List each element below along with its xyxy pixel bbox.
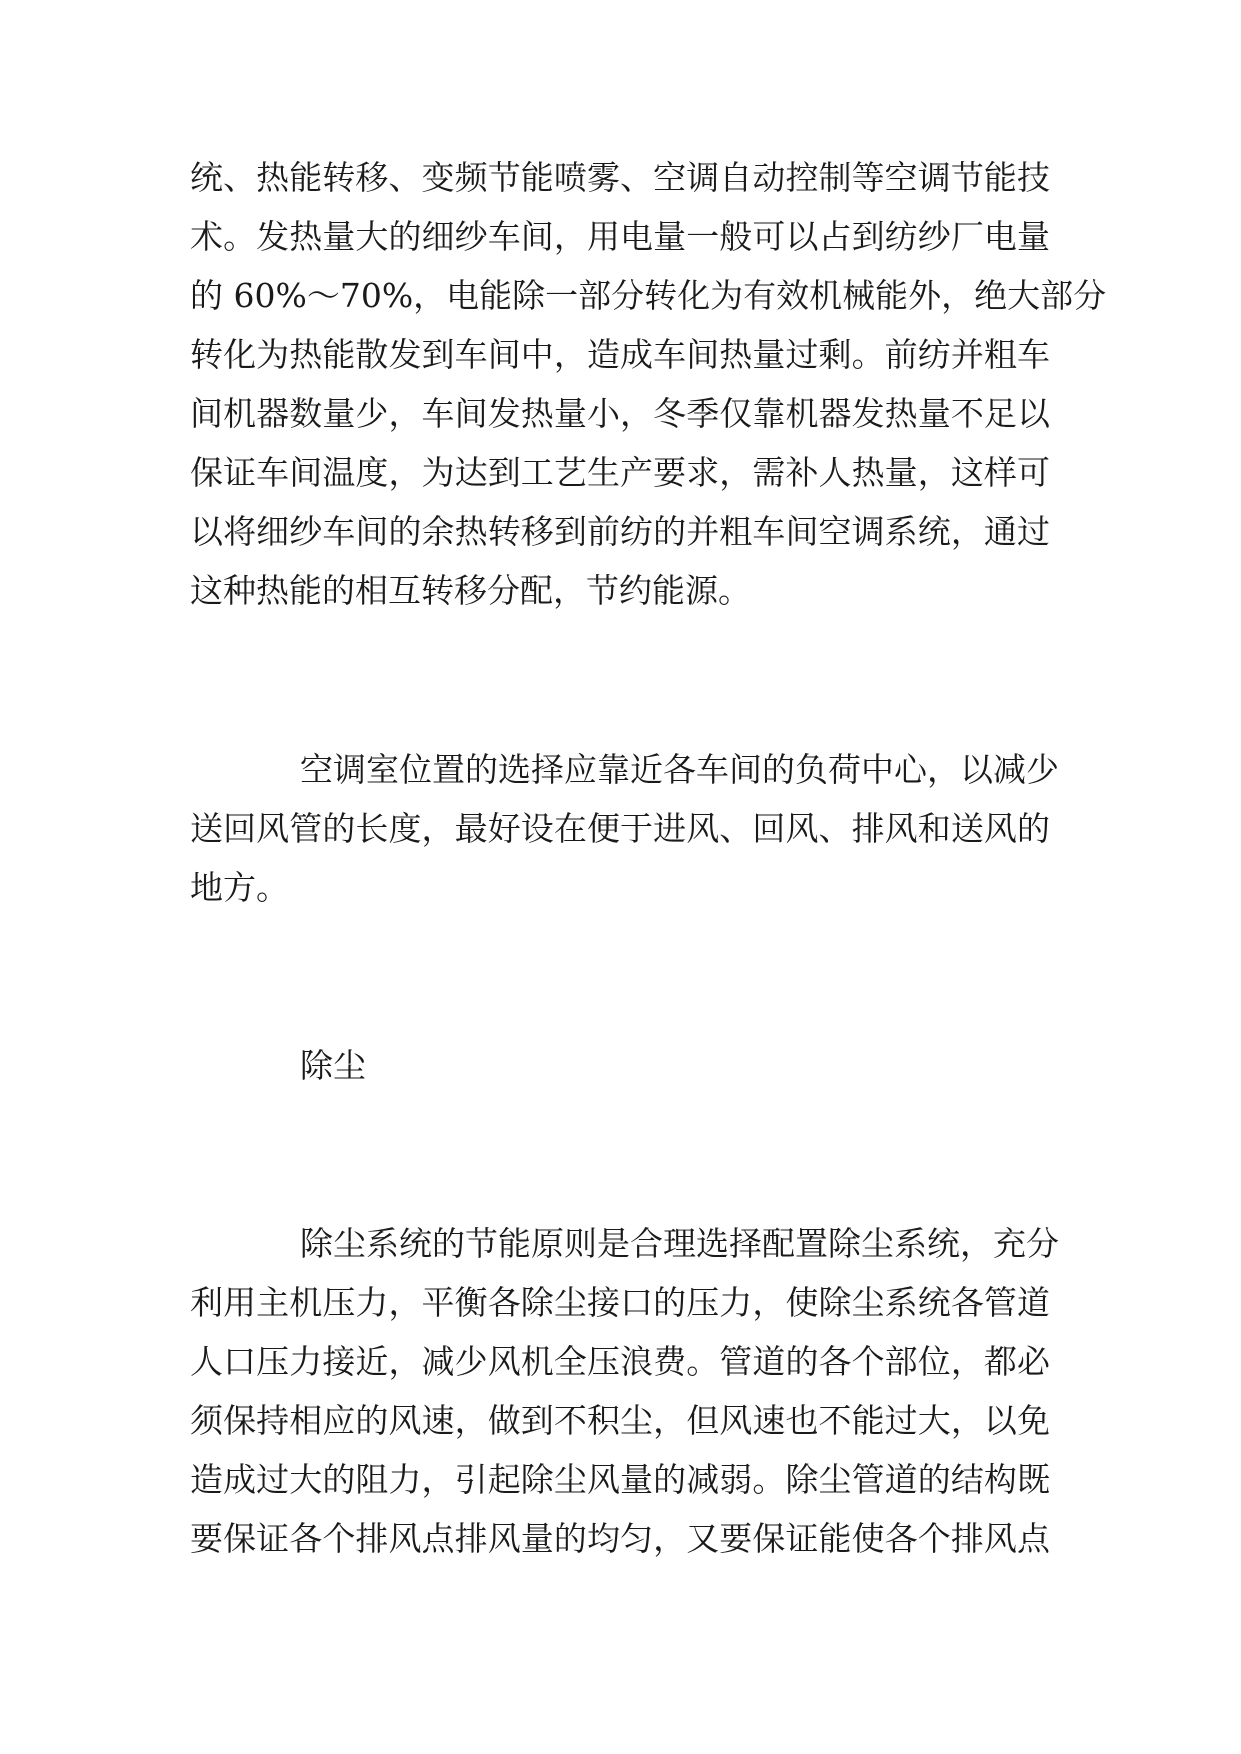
paragraph1-line-2: 术。发热量大的细纱车间，用电量一般可以占到纺纱厂电量 (190, 217, 1050, 256)
paragraph1-line-6: 保证车间温度，为达到工艺生产要求，需补人热量，这样可 (190, 453, 1050, 492)
paragraph3-line-1: 除尘系统的节能原则是合理选择配置除尘系统，充分 (300, 1224, 1059, 1263)
paragraph2-line-2: 送回风管的长度，最好设在便于进风、回风、排风和送风的 (190, 809, 1050, 848)
paragraph1-line-7: 以将细纱车间的余热转移到前纺的并粗车间空调系统，通过 (190, 512, 1050, 551)
paragraph1-line-3: 的 60%～70%，电能除一部分转化为有效机械能外，绝大部分 (190, 276, 1107, 315)
paragraph3-line-5: 造成过大的阻力，引起除尘风量的减弱。除尘管道的结构既 (190, 1460, 1050, 1499)
paragraph1-line-8: 这种热能的相互转移分配，节约能源。 (190, 571, 751, 610)
paragraph3-line-3: 人口压力接近，减少风机全压浪费。管道的各个部位，都必 (190, 1342, 1050, 1381)
paragraph2-line-3: 地方。 (190, 868, 289, 907)
paragraph3-line-6: 要保证各个排风点排风量的均匀，又要保证能使各个排风点 (190, 1519, 1050, 1558)
paragraph3-line-4: 须保持相应的风速，做到不积尘，但风速也不能过大，以免 (190, 1401, 1050, 1440)
paragraph1-line-1: 统、热能转移、变频节能喷雾、空调自动控制等空调节能技 (190, 158, 1050, 197)
paragraph2-line-1: 空调室位置的选择应靠近各车间的负荷中心，以减少 (300, 750, 1059, 789)
section-heading: 除尘 (300, 1046, 366, 1085)
paragraph1-line-4: 转化为热能散发到车间中，造成车间热量过剩。前纺并粗车 (190, 335, 1050, 374)
paragraph1-line-5: 间机器数量少，车间发热量小，冬季仅靠机器发热量不足以 (190, 394, 1050, 433)
paragraph3-line-2: 利用主机压力，平衡各除尘接口的压力，使除尘系统各管道 (190, 1283, 1050, 1322)
